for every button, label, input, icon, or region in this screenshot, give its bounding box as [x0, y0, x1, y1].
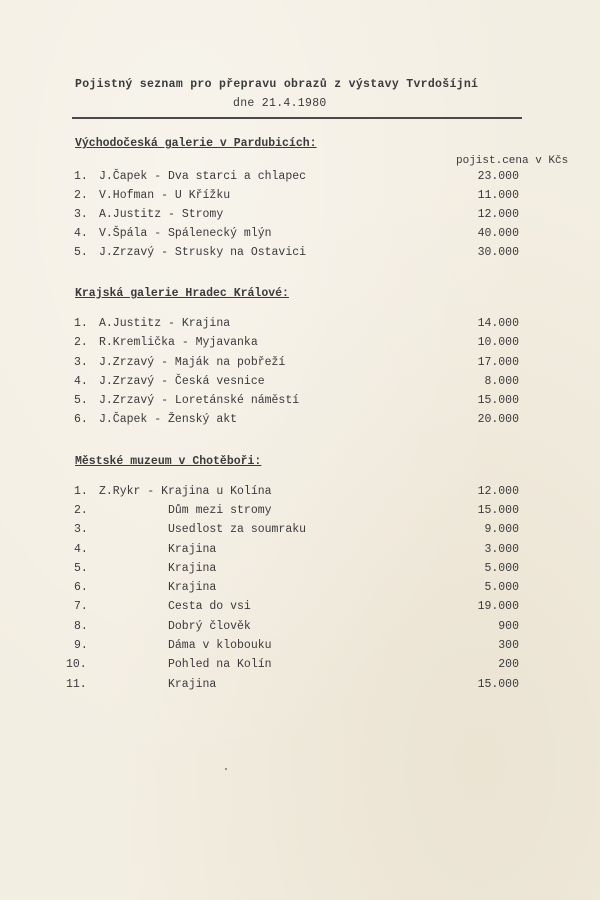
row-title: Cesta do vsi: [168, 600, 251, 613]
row-description: J.Čapek - Dva starci a chlapec: [99, 170, 307, 183]
row-value: 15.000: [477, 394, 519, 407]
row-description: R.Kremlička - Myjavanka: [99, 336, 258, 349]
row-description: J.Čapek - Ženský akt: [99, 413, 238, 426]
row-number: 5.: [74, 394, 88, 407]
row-value: 40.000: [477, 227, 519, 240]
row-value: 12.000: [477, 208, 519, 221]
row-value: 14.000: [477, 317, 519, 330]
list-item: [0, 189, 600, 207]
row-value: 5.000: [484, 581, 519, 594]
row-title: Krajina: [168, 562, 217, 575]
row-number: 1.: [74, 170, 88, 183]
row-value: 20.000: [477, 413, 519, 426]
column-header-insured-value: pojist.cena v Kčs: [456, 155, 569, 167]
row-number: 11.: [66, 678, 87, 691]
title-date: dne 21.4.1980: [233, 97, 327, 110]
row-value: 23.000: [477, 170, 519, 183]
row-description: J.Zrzavý - Strusky na Ostavici: [99, 246, 307, 259]
list-item: [0, 375, 600, 393]
list-item: [0, 523, 600, 541]
row-artist: Z.Rykr - Krajina u Kolína: [99, 485, 272, 498]
row-number: 2.: [74, 504, 88, 517]
row-title: Pohled na Kolín: [168, 658, 272, 671]
row-title: Krajina: [168, 581, 217, 594]
list-item: [0, 170, 600, 188]
row-value: 11.000: [477, 189, 519, 202]
row-number: 5.: [74, 562, 88, 575]
list-item: [0, 504, 600, 522]
row-value: 15.000: [477, 504, 519, 517]
row-title: Dům mezi stromy: [168, 504, 272, 517]
row-number: 5.: [74, 246, 88, 259]
row-description: V.Špála - Spálenecký mlýn: [99, 227, 272, 240]
list-item: [0, 208, 600, 226]
row-number: 10.: [66, 658, 87, 671]
row-value: 900: [498, 620, 519, 633]
row-value: 30.000: [477, 246, 519, 259]
row-title: Dobrý člověk: [168, 620, 251, 633]
list-item: [0, 678, 600, 696]
row-number: 1.: [74, 485, 88, 498]
list-item: [0, 620, 600, 638]
list-item: [0, 543, 600, 561]
row-number: 9.: [74, 639, 88, 652]
row-value: 15.000: [477, 678, 519, 691]
row-number: 3.: [74, 523, 88, 536]
list-item: [0, 562, 600, 580]
section-heading-chotebor: Městské muzeum v Chotěboři:: [75, 455, 262, 468]
row-description: V.Hofman - U Křížku: [99, 189, 231, 202]
row-number: 6.: [74, 581, 88, 594]
row-number: 6.: [74, 413, 88, 426]
row-value: 9.000: [484, 523, 519, 536]
row-number: 8.: [74, 620, 88, 633]
list-item: [0, 394, 600, 412]
list-item: [0, 317, 600, 335]
row-value: 8.000: [484, 375, 519, 388]
list-item: [0, 413, 600, 431]
row-value: 10.000: [477, 336, 519, 349]
row-description: A.Justitz - Stromy: [99, 208, 224, 221]
row-number: 7.: [74, 600, 88, 613]
list-item: [0, 658, 600, 676]
row-value: 17.000: [477, 356, 519, 369]
list-item: [0, 227, 600, 245]
row-number: 4.: [74, 227, 88, 240]
row-number: 3.: [74, 356, 88, 369]
list-item: [0, 600, 600, 618]
row-value: 19.000: [477, 600, 519, 613]
row-title: Dáma v klobouku: [168, 639, 272, 652]
row-description: A.Justitz - Krajina: [99, 317, 231, 330]
row-value: 200: [498, 658, 519, 671]
row-description: J.Zrzavý - Česká vesnice: [99, 375, 265, 388]
row-description: J.Zrzavý - Loretánské náměstí: [99, 394, 300, 407]
section-heading-pardubice: Východočeská galerie v Pardubicích:: [75, 137, 317, 150]
row-number: 4.: [74, 375, 88, 388]
row-value: 300: [498, 639, 519, 652]
row-description: J.Zrzavý - Maják na pobřeží: [99, 356, 286, 369]
row-number: 2.: [74, 189, 88, 202]
row-value: 3.000: [484, 543, 519, 556]
row-title: Krajina: [168, 543, 217, 556]
row-value: 5.000: [484, 562, 519, 575]
row-number: 2.: [74, 336, 88, 349]
row-value: 12.000: [477, 485, 519, 498]
list-item: [0, 246, 600, 264]
row-title: Krajina: [168, 678, 217, 691]
row-number: 1.: [74, 317, 88, 330]
list-item: [0, 336, 600, 354]
paper-speck: [225, 768, 227, 770]
row-title: Usedlost za soumraku: [168, 523, 307, 536]
title-rule: [72, 117, 522, 119]
list-item: [0, 639, 600, 657]
list-item: [0, 581, 600, 599]
list-item: [0, 356, 600, 374]
title-line-1: Pojistný seznam pro přepravu obrazů z výstavy Tvrdošíjní: [75, 78, 479, 91]
section-heading-hradec-kralove: Krajská galerie Hradec Králové:: [75, 287, 289, 300]
list-item: [0, 485, 600, 503]
row-number: 4.: [74, 543, 88, 556]
row-number: 3.: [74, 208, 88, 221]
